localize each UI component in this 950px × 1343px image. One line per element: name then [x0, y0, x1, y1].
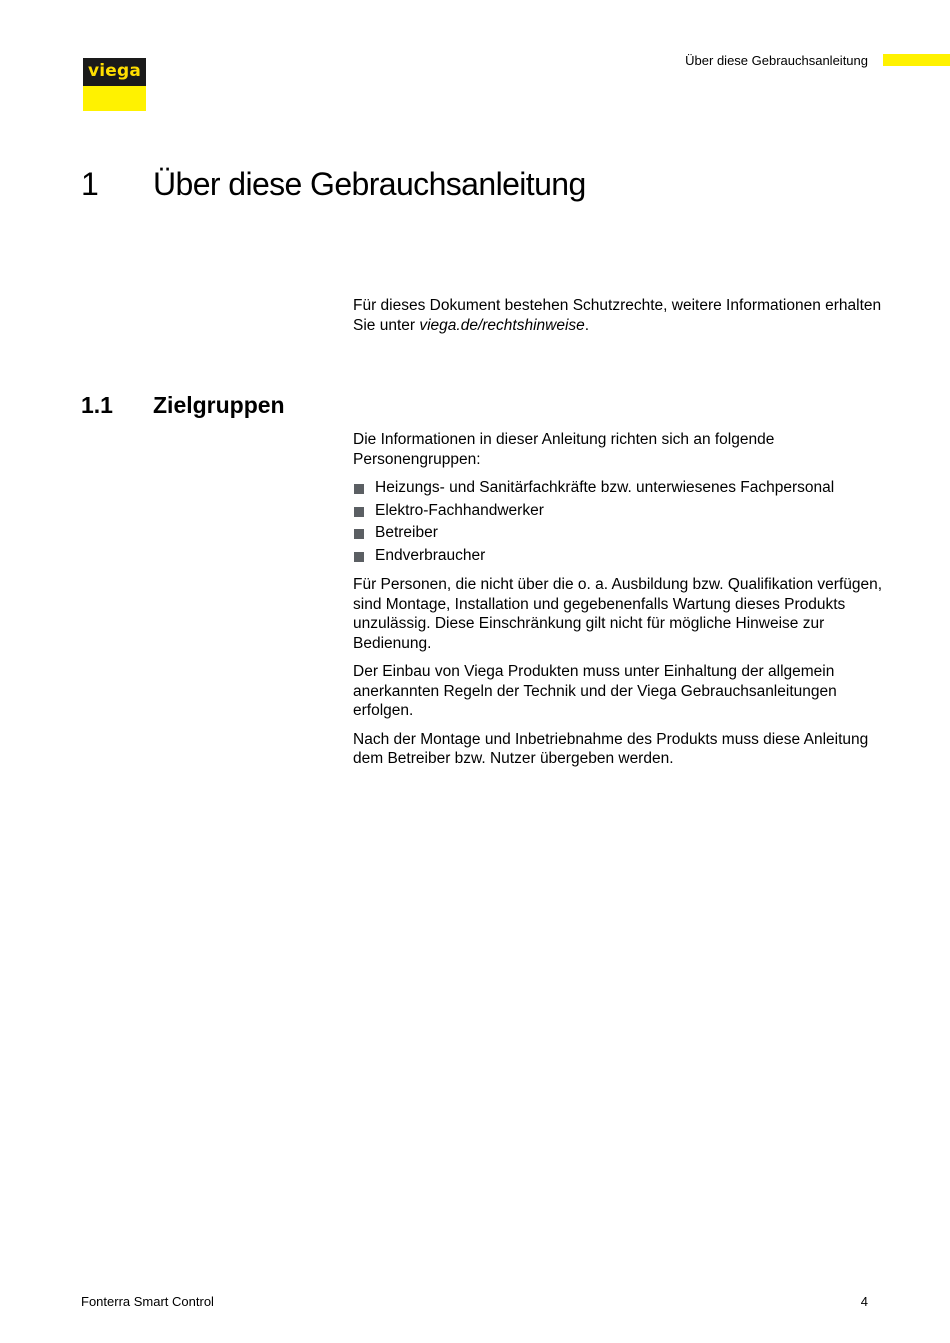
- paragraph-handover: Nach der Montage und Inbetriebnahme des Produkts muss diese Anleitung dem Betreiber bzw. Nutzer übergeben werden.: [353, 730, 869, 767]
- list-item: Endverbraucher: [353, 546, 883, 566]
- running-header-title: Über diese Gebrauchsanleitung: [685, 53, 868, 68]
- header-yellow-bar: [883, 54, 950, 66]
- bullet-square-icon: [354, 484, 364, 494]
- section-number: 1.1: [81, 392, 113, 418]
- bullet-square-icon: [354, 507, 364, 517]
- footer-product-name: Fonterra Smart Control: [81, 1294, 214, 1309]
- legal-link[interactable]: viega.de/rechtshinweise: [419, 316, 585, 334]
- list-item: Elektro-Fachhandwerker: [353, 501, 883, 521]
- section-heading: [81, 391, 285, 419]
- bullet-square-icon: [354, 552, 364, 562]
- legal-text: Für dieses Dokument bestehen Schutzrechte, weitere Informationen erhalten Sie unter: [353, 297, 882, 334]
- viega-logo: [83, 58, 146, 111]
- footer-page-number: 4: [860, 1294, 868, 1309]
- section-body: [353, 430, 883, 778]
- section-intro: Die Informationen in dieser Anleitung richten sich an folgende Personengruppen:: [353, 431, 775, 468]
- target-group-list: [353, 478, 883, 565]
- paragraph-qualification: Für Personen, die nicht über die o. a. Ausbildung bzw. Qualifikation verfügen, sind Montage, Installation und gegebenenfalls Wartung dieses Produkts unzulässig. Diese Einschränkung gilt nicht für mögliche Hinweise zur Bedienung.: [353, 576, 883, 652]
- chapter-number: 1: [81, 166, 99, 202]
- bullet-square-icon: [354, 529, 364, 539]
- section-title: Zielgruppen: [153, 392, 285, 418]
- logo-yellow-block: [83, 86, 146, 111]
- legal-after: .: [584, 316, 590, 334]
- legal-notice: [353, 296, 883, 344]
- chapter-heading: [81, 165, 586, 203]
- chapter-title: Über diese Gebrauchsanleitung: [153, 166, 586, 202]
- list-item: Heizungs- und Sanitärfachkräfte bzw. unterwiesenes Fachpersonal: [353, 478, 883, 498]
- paragraph-installation: Der Einbau von Viega Produkten muss unter Einhaltung der allgemein anerkannten Regeln der Technik und der Viega Gebrauchsanleitungen erfolgen.: [353, 663, 837, 719]
- logo-wordmark: viega: [83, 58, 146, 86]
- list-item: Betreiber: [353, 523, 883, 543]
